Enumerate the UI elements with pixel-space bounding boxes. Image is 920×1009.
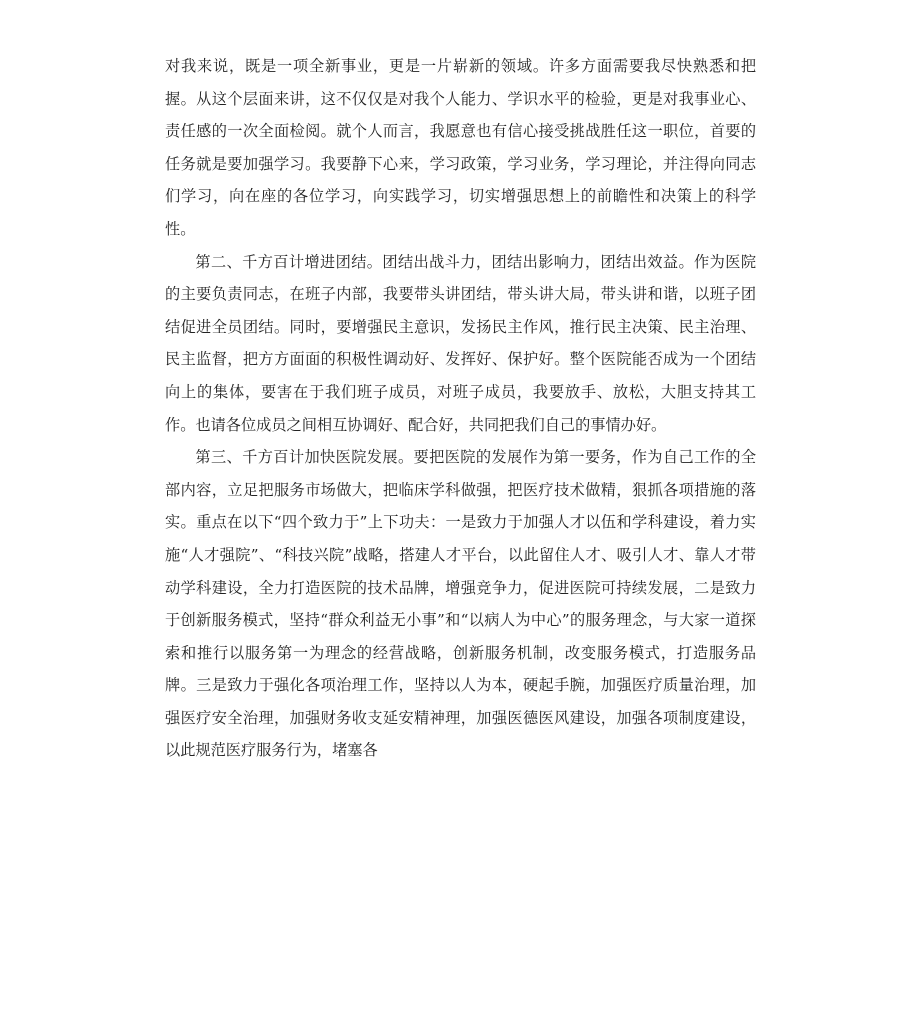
document-body <box>165 50 756 767</box>
paragraph-1: 对我来说，既是一项全新事业，更是一片崭新的领域。许多方面需要我尽快熟悉和把握。从这个层面来讲，这不仅仅是对我个人能力、学识水平的检验，更是对我事业心、责任感的一次全面检阅。就个人而言，我愿意也有信心接受挑战胜任这一职位，首要的任务就是要加强学习。我要静下心来，学习政策，学习业务，学习理论，并注得向同志们学习，向在座的各位学习，向实践学习，切实增强思想上的前瞻性和决策上的科学性。 <box>165 57 756 238</box>
paragraph-3: 第三、千方百计加快医院发展。要把医院的发展作为第一要务，作为自己工作的全部内容，立足把服务市场做大，把临床学科做强，把医疗技术做精，狠抓各项措施的落实。重点在以下“四个致力于”上下功夫：一是致力于加强人才以伍和学科建设，着力实施“人才强院”、“科技兴院”战略，搭建人才平台，以此留住人才、吸引人才、靠人才带动学科建设，全力打造医院的技术品牌，增强竞争力，促进医院可持续发展，二是致力于创新服务模式，坚持“群众利益无小事”和“以病人为中心”的服务理念，与大家一道探索和推行以服务第一为理念的经营战略，创新服务机制，改变服务模式，打造服务品牌。三是致力于强化各项治理工作，坚持以人为本，硬起手腕，加强医疗质量治理，加强医疗安全治理，加强财务收支延安精神理，加强医德医风建设，加强各项制度建设，以此规范医疗服务行为，堵塞各 <box>165 448 756 760</box>
paragraph-2: 第二、千方百计增进团结。团结出战斗力，团结出影响力，团结出效益。作为医院的主要负责同志，在班子内部，我要带头讲团结，带头讲大局，带头讲和谐，以班子团结促进全员团结。同时，要增强民主意识，发扬民主作风，推行民主决策、民主治理、民主监督，把方方面面的积极性调动好、发挥好、保护好。整个医院能否成为一个团结向上的集体，要害在于我们班子成员，对班子成员，我要放手、放松，大胆支持其工作。也请各位成员之间相互协调好、配合好，共同把我们自己的事情办好。 <box>165 252 756 434</box>
